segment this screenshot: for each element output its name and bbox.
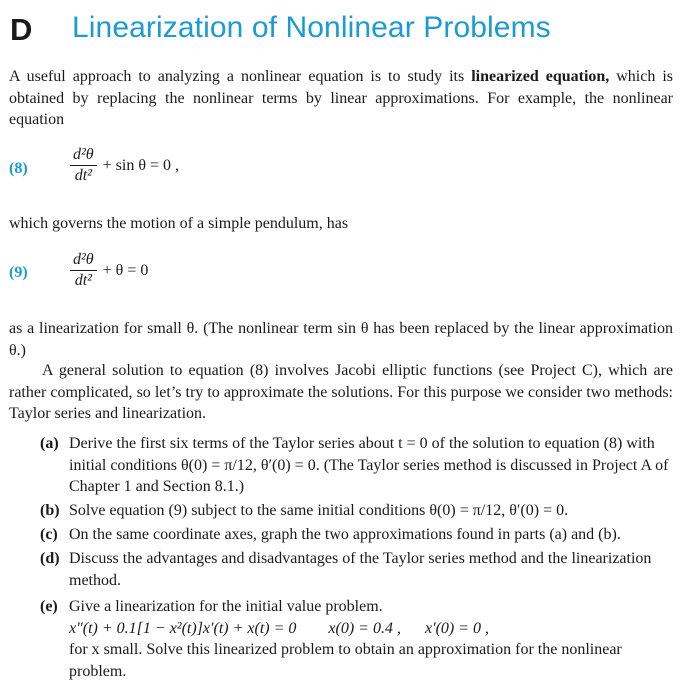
general-solution-paragraph: A general solution to equation (8) involves Jacobi elliptic functions (see Project C), which are rather complicated, so let’s try to approximate the solutions. For this purpose we consider two methods: Taylor series and linearization. [9, 362, 673, 422]
equation-9-number: (9) [9, 264, 28, 281]
pendulum-text: which governs the motion of a simple pendulum, has [9, 215, 349, 232]
intro-text-1: A useful approach to analyzing a nonlinear equation is to study its [9, 68, 472, 85]
item-text: On the same coordinate axes, graph the two approximations found in parts (a) and (b). [69, 526, 621, 543]
equation-8-numerator: d²θ [70, 146, 97, 166]
equation-9 [70, 251, 148, 290]
item-text: Discuss the advantages and disadvantages of the Taylor series method and the linearization method. [69, 550, 652, 589]
linearization-paragraph: as a linearization for small θ. (The nonlinear term sin θ has been replaced by the linear approximation θ.) [9, 320, 673, 359]
item-text-continued: for x small. Solve this linearized problem to obtain an approximation for the nonlinear problem. [69, 641, 622, 680]
initial-value-problem: x″(t) + 0.1[1 − x²(t)]x′(t) + x(t) = 0 x(0) = 0.4 , x′(0) = 0 , [69, 619, 490, 637]
equation-9-fraction [70, 251, 97, 290]
exercise-item-e [40, 596, 670, 682]
equation-9-rest: + θ = 0 [102, 261, 149, 279]
exercise-item-d [40, 548, 670, 591]
equation-8-number: (8) [9, 160, 28, 177]
item-text: Derive the first six terms of the Taylor series about t = 0 of the solution to equation (8) with initial conditions θ(0) = π/12, θ′(0) = 0. (The Taylor series method is discussed in Project A of Chapter 1 and Section 8.1.) [69, 435, 669, 495]
exercise-item-c [40, 524, 670, 546]
exercise-item-a [40, 433, 670, 498]
equation-9-numerator: d²θ [70, 251, 97, 271]
item-label: (d) [40, 550, 60, 567]
equation-8-fraction [70, 146, 97, 185]
item-text: Give a linearization for the initial value problem. [69, 598, 383, 615]
exercise-item-b [40, 500, 670, 522]
intro-text-2: which is obtained by replacing the nonlinear terms by linear approximations. For example, the nonlinear equation [9, 68, 673, 128]
item-label: (c) [40, 526, 58, 543]
equation-8-denominator: dt² [74, 167, 92, 184]
equation-9-denominator: dt² [74, 272, 92, 289]
intro-bold-term: linearized equation, [471, 68, 610, 85]
equation-8 [70, 146, 179, 185]
equation-8-rest: + sin θ = 0 , [102, 156, 180, 174]
item-label: (e) [40, 598, 58, 615]
item-text: Solve equation (9) subject to the same initial conditions θ(0) = π/12, θ′(0) = 0. [69, 502, 569, 519]
section-title: Linearization of Nonlinear Problems [72, 11, 551, 44]
intro-paragraph [9, 66, 673, 131]
item-label: (a) [40, 435, 59, 452]
item-label: (b) [40, 502, 60, 519]
appendix-letter: D [10, 12, 33, 47]
